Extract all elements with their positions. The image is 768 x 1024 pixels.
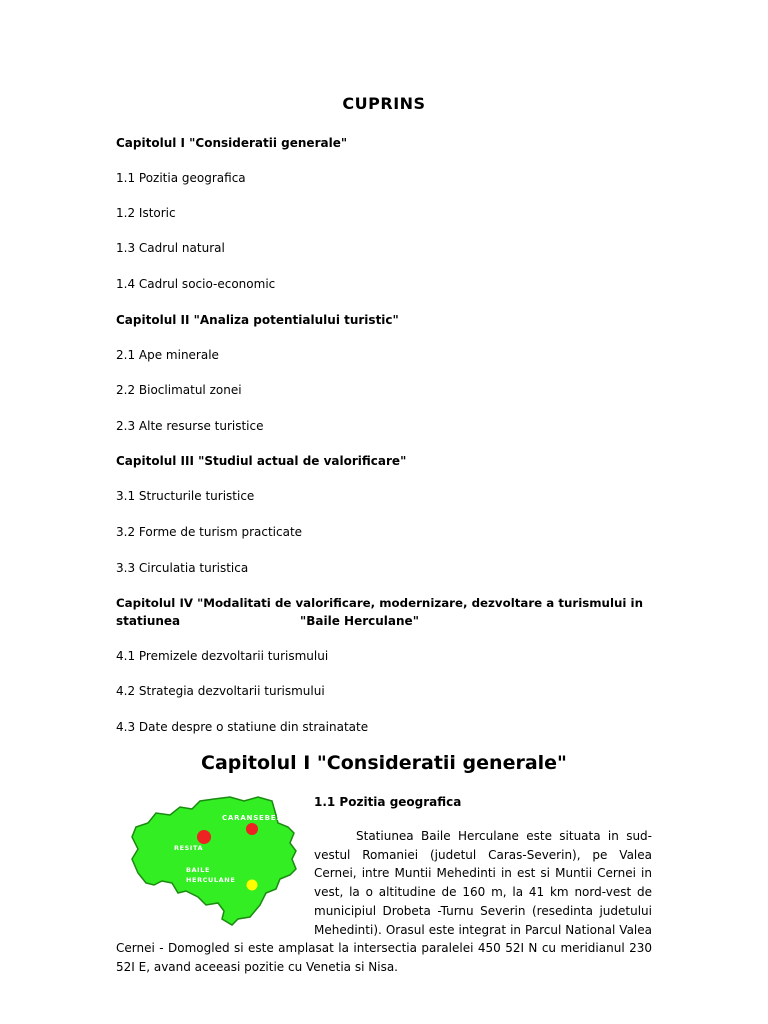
paragraph-text: Statiunea Baile Herculane este situata in sud-vestul Romaniei (judetul Caras-Severin), pe Valea Cernei, intre Muntii Mehedinti in est si Muntii Cernei in vest, la o altitudine de 160 m, la 41 km nord-vest de municipiul Drobeta -Turnu Severin (resedinta judetului Mehedinti). Orasul este integrat in Parcul National Valea Cernei - Domogled si este amplasat la intersectia paralelei 450 52I N cu meridianul 230 52I E, avand aceeasi pozitie cu Venetia si Nisa. <box>116 829 652 974</box>
county-map-svg <box>126 793 302 927</box>
toc-item-4-1: 4.1 Premizele dezvoltarii turismului <box>116 649 329 663</box>
toc-item-2-2: 2.2 Bioclimatul zonei <box>116 383 242 397</box>
city-resita-marker <box>197 830 211 844</box>
city-baile-herculane-marker <box>247 880 258 891</box>
toc-item-3-1: 3.1 Structurile turistice <box>116 489 255 503</box>
toc-item-3-3: 3.3 Circulatia turistica <box>116 561 249 575</box>
toc-chapter-4-line2 <box>116 613 652 629</box>
toc-chapter-4-line1: Capitolul IV "Modalitati de valorificare, modernizare, dezvoltare a turismului in <box>116 596 643 610</box>
map-label-caransebes: CARANSEBES <box>222 814 283 822</box>
toc-chapter-4-word: statiunea <box>116 614 181 628</box>
toc-chapter-4-station: "Baile Herculane" <box>300 614 419 628</box>
map-label-resita: RESITA <box>174 844 204 852</box>
chapter-heading: Capitolul I "Consideratii generale" <box>201 752 567 774</box>
toc-item-1-4: 1.4 Cadrul socio-economic <box>116 277 276 291</box>
toc-item-1-1: 1.1 Pozitia geografica <box>116 171 246 185</box>
city-caransebes-marker <box>246 823 258 835</box>
toc-item-1-3: 1.3 Cadrul natural <box>116 241 225 255</box>
map-label-baile: BAILE <box>186 866 210 874</box>
toc-item-4-3: 4.3 Date despre o statiune din strainatate <box>116 720 369 734</box>
toc-title: CUPRINS <box>342 94 426 113</box>
toc-item-4-2: 4.2 Strategia dezvoltarii turismului <box>116 684 325 698</box>
toc-item-1-2: 1.2 Istoric <box>116 206 176 220</box>
section-subheading: 1.1 Pozitia geografica <box>314 795 462 809</box>
toc-item-2-1: 2.1 Ape minerale <box>116 348 219 362</box>
toc-chapter-1: Capitolul I "Consideratii generale" <box>116 136 348 150</box>
toc-chapter-2: Capitolul II "Analiza potentialului turistic" <box>116 313 399 327</box>
toc-chapter-3: Capitolul III "Studiul actual de valorificare" <box>116 454 407 468</box>
county-map <box>126 793 302 927</box>
toc-item-2-3: 2.3 Alte resurse turistice <box>116 419 264 433</box>
toc-item-3-2: 3.2 Forme de turism practicate <box>116 525 303 539</box>
map-label-herculane: HERCULANE <box>186 876 236 884</box>
